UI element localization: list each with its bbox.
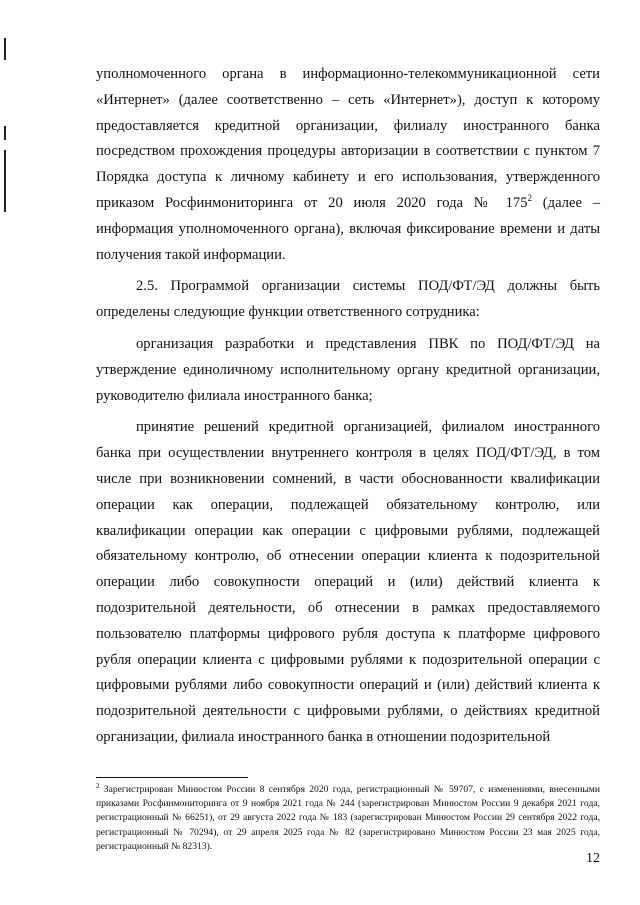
- footnote-text: Зарегистрирован Минюстом России 8 сентября 2020 года, регистрационный № 59707, с изменениями, внесенными приказами Росфинмониторинга от 9 ноября 2021 года № 244 (зарегистрирован Минюстом России 9 декабря 2021 года, регистрационный № 66251), от 29 августа 2022 года № 183 (зарегистрирован Минюстом России 29 сентября 2022 года, регистрационный № 70294), от 29 апреля 2025 года № 82 (зарегистрировано Минюстом России 23 мая 2025 года, регистрационный № 82313).: [96, 784, 600, 852]
- document-page-body: [96, 62, 600, 751]
- paragraph-text: (далее – информация уполномоченного органа), включая фиксирование времени и даты получения такой информации.: [96, 194, 600, 263]
- page-number: 12: [586, 851, 600, 866]
- scan-margin-mark: [4, 126, 6, 140]
- scan-margin-mark: [4, 150, 6, 212]
- paragraph-text: уполномоченного органа в информационно-телекоммуникационной сети «Интернет» (далее соответственно – сеть «Интернет»), доступ к которому предоставляется кредитной организации, филиалу иностранного банка посредством прохождения процедуры авторизации в соответствии с пунктом 7 Порядка доступа к личному кабинету и его использования, утвержденного приказом Росфинмониторинга от 20 июля 2020 года № 175: [96, 66, 600, 211]
- scan-margin-mark: [4, 38, 6, 60]
- footnote: [96, 783, 600, 854]
- footnote-marker: 2: [96, 781, 100, 790]
- paragraph-authorization: [96, 62, 600, 268]
- footnote-divider: [96, 777, 248, 778]
- paragraph-clause-2-5: 2.5. Программой организации системы ПОД/ФТ/ЭД должны быть определены следующие функции ответственного сотрудника:: [96, 278, 600, 321]
- footnote-reference[interactable]: 2: [527, 193, 533, 204]
- paragraph-function-decisions: принятие решений кредитной организацией, филиалом иностранного банка при осуществлении внутреннего контроля в целях ПОД/ФТ/ЭД, в том числе при возникновении сомнений, в части обоснованности квалификации операции как операции, подлежащей обязательному контролю, или квалификации операции как операции с цифровыми рублями, подлежащей обязательному контролю, об отнесении операции клиента к подозрительной операции либо совокупности операций и (или) действий клиента к подозрительной деятельности, об отнесении в рамках предоставляемого пользователю платформы цифрового рубля доступа к платформе цифрового рубля операции клиента с цифровыми рублями к подозрительной операции с цифровыми рублями либо совокупности операций и (или) действий клиента к подозрительной деятельности с цифровыми рублями, о действиях кредитной организации, филиала иностранного банка в отношении подозрительной: [96, 419, 600, 745]
- paragraph-function-pvk: организация разработки и представления ПВК по ПОД/ФТ/ЭД на утверждение единоличному исполнительному органу кредитной организации, руководителю филиала иностранного банка;: [96, 335, 600, 404]
